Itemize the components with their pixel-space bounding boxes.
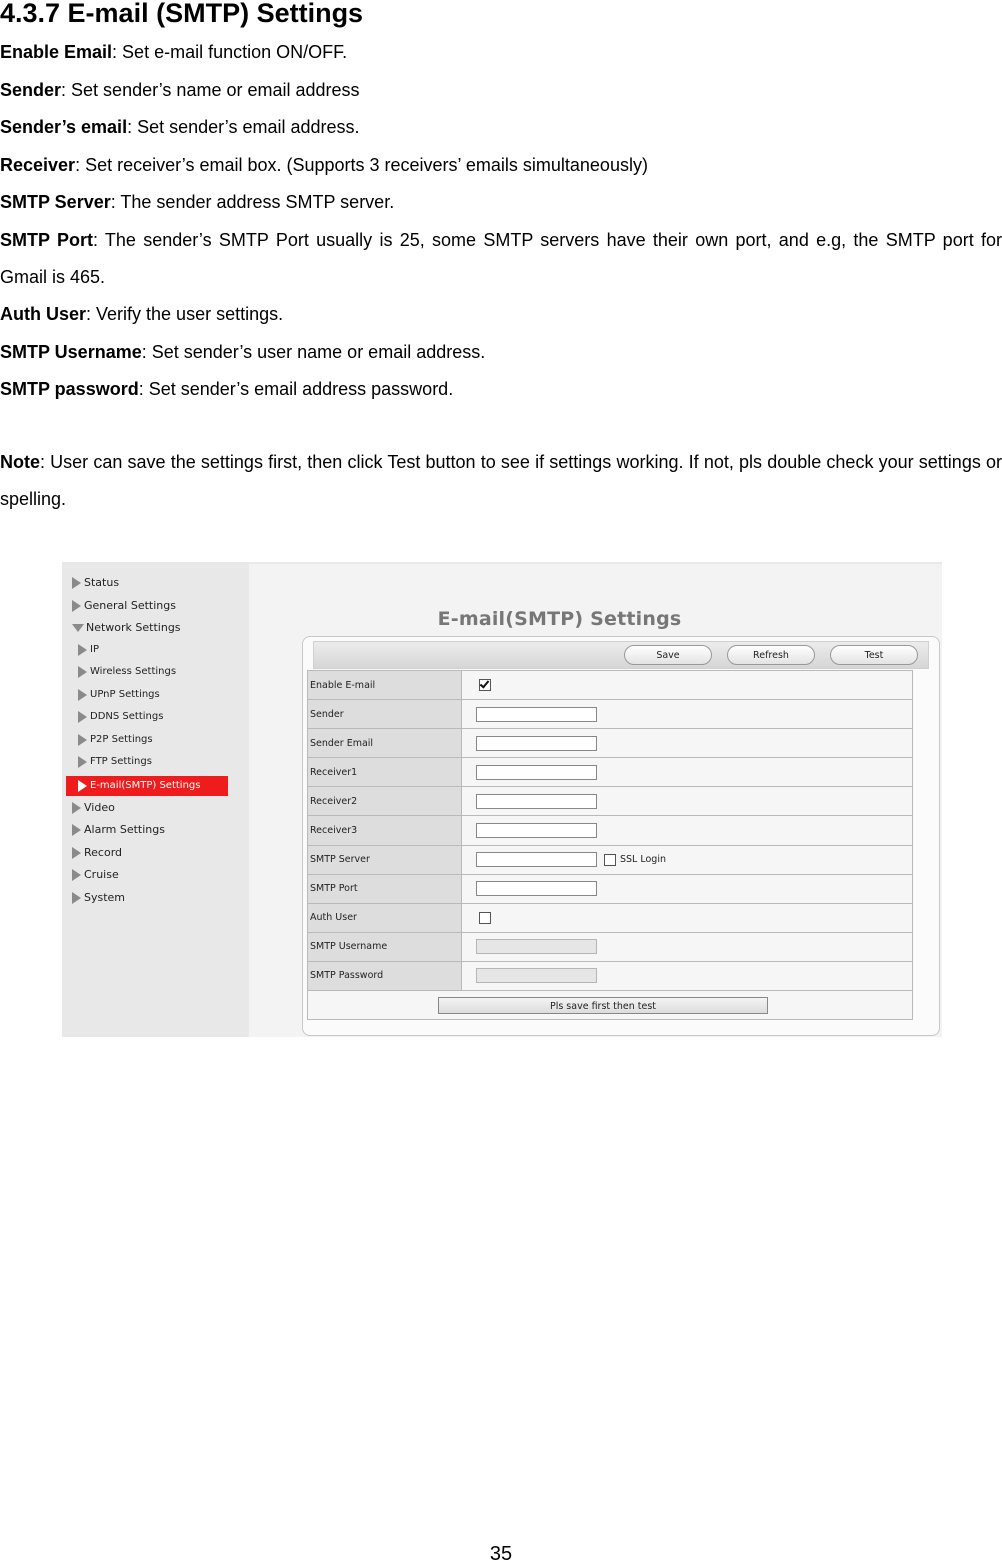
- form-row: [308, 903, 913, 932]
- ssl-login-option[interactable]: [604, 854, 666, 865]
- ssl-login-label: SSL Login: [620, 854, 667, 866]
- def-term: SMTP Port: [0, 229, 93, 250]
- section-heading: 4.3.7 E-mail (SMTP) Settings: [0, 0, 364, 28]
- def-term: SMTP Server: [0, 192, 111, 213]
- sidebar-item-label: Cruise: [84, 868, 119, 881]
- arrow-right-icon: [78, 756, 87, 768]
- arrow-right-icon: [72, 824, 81, 836]
- form-row: [308, 932, 913, 961]
- note-term: Note: [0, 452, 40, 472]
- arrow-right-icon: [78, 689, 87, 701]
- def-desc: : Verify the user settings.: [86, 303, 284, 324]
- field-value: [462, 845, 913, 874]
- sidebar-item-label: P2P Settings: [90, 734, 153, 745]
- def-desc: : Set receiver’s email box. (Supports 3 receivers’ emails simultaneously): [75, 154, 648, 175]
- page-number: 35: [489, 1543, 513, 1565]
- settings-screenshot: [62, 562, 942, 1037]
- def-term: Auth User: [0, 303, 87, 324]
- definition-list: [0, 34, 1002, 409]
- sidebar-item-alarm-settings[interactable]: [72, 820, 165, 840]
- sidebar-item-network-settings[interactable]: [72, 618, 181, 638]
- field-label: SMTP Server: [308, 845, 462, 874]
- smtp-server-input[interactable]: [476, 852, 597, 867]
- arrow-right-icon: [78, 734, 87, 746]
- sender-email-input[interactable]: [476, 736, 597, 751]
- field-label: SMTP Password: [308, 961, 462, 990]
- def-smtp-password: [0, 371, 1002, 409]
- field-label: SMTP Port: [308, 874, 462, 903]
- def-term: Enable Email: [0, 42, 113, 62]
- sidebar-item-video[interactable]: [72, 798, 115, 818]
- sidebar-item-label: E-mail(SMTP) Settings: [90, 780, 201, 791]
- def-receiver: [0, 147, 1002, 185]
- def-auth-user: [0, 296, 1002, 334]
- form-row: [308, 991, 913, 1020]
- test-cell: [308, 991, 913, 1020]
- def-smtp-port: [0, 222, 1002, 296]
- enable-email-checkbox[interactable]: [479, 679, 491, 691]
- smtp-password-input: [476, 968, 597, 983]
- sidebar-item-ip[interactable]: [78, 640, 99, 660]
- field-label: Enable E-mail: [308, 671, 462, 700]
- test-button[interactable]: Test: [830, 645, 918, 665]
- field-label: Receiver1: [308, 758, 462, 787]
- arrow-right-icon: [72, 847, 81, 859]
- field-value: [462, 932, 913, 961]
- def-enable-email: [0, 34, 1002, 72]
- sidebar-item-label: Video: [84, 801, 115, 814]
- arrow-down-icon: [72, 624, 84, 632]
- sidebar-item-label: System: [84, 891, 126, 904]
- arrow-right-icon: [78, 711, 87, 723]
- arrow-right-icon: [72, 869, 81, 881]
- sidebar-item-cruise[interactable]: [72, 865, 119, 885]
- sidebar-item-label: Wireless Settings: [90, 666, 177, 677]
- note-desc: : User can save the settings first, then click Test button to see if settings working. If not, pls double check your settings or spelling.: [0, 452, 1002, 509]
- arrow-right-icon: [72, 577, 81, 589]
- def-sender: [0, 72, 1002, 110]
- def-smtp-username: [0, 334, 1002, 372]
- sidebar-item-label: General Settings: [84, 599, 176, 612]
- arrow-right-icon: [78, 644, 87, 656]
- field-value: [462, 671, 913, 700]
- sidebar-item-label: FTP Settings: [90, 756, 152, 767]
- def-term: Receiver: [0, 154, 76, 175]
- settings-panel: [302, 636, 940, 1036]
- def-sender-email: [0, 109, 1002, 147]
- note-paragraph: [0, 444, 1002, 518]
- field-value: [462, 758, 913, 787]
- sidebar-nav: [62, 562, 248, 1037]
- arrow-right-icon: [72, 802, 81, 814]
- arrow-right-icon: [78, 666, 87, 678]
- smtp-port-input[interactable]: [476, 881, 597, 896]
- smtp-form: [307, 670, 913, 1020]
- sidebar-item-wireless-settings[interactable]: [78, 662, 176, 682]
- form-row: [308, 758, 913, 787]
- sidebar-item-ddns-settings[interactable]: [78, 707, 163, 727]
- field-value: [462, 729, 913, 758]
- field-value: [462, 874, 913, 903]
- sidebar-item-p2p-settings[interactable]: [78, 730, 153, 750]
- sidebar-item-label: UPnP Settings: [90, 689, 160, 700]
- arrow-right-icon: [78, 780, 87, 792]
- form-row: [308, 961, 913, 990]
- save-then-test-button[interactable]: Pls save first then test: [438, 997, 768, 1014]
- def-desc: : Set sender’s user name or email address.: [141, 341, 486, 362]
- form-row: [308, 845, 913, 874]
- arrow-right-icon: [72, 600, 81, 612]
- def-desc: : The sender address SMTP server.: [110, 192, 395, 213]
- ssl-login-checkbox[interactable]: [604, 854, 616, 866]
- smtp-username-input: [476, 939, 597, 954]
- form-row: [308, 700, 913, 729]
- field-value: [462, 903, 913, 932]
- receiver1-input[interactable]: [476, 765, 597, 780]
- field-value: [462, 700, 913, 729]
- sidebar-item-system[interactable]: [72, 888, 125, 908]
- sidebar-item-upnp-settings[interactable]: [78, 685, 160, 705]
- def-term: Sender: [0, 79, 62, 100]
- field-value: [462, 961, 913, 990]
- receiver3-input[interactable]: [476, 823, 597, 838]
- def-desc: : Set e-mail function ON/OFF.: [112, 42, 348, 62]
- receiver2-input[interactable]: [476, 794, 597, 809]
- field-label: Sender Email: [308, 729, 462, 758]
- form-row: [308, 787, 913, 816]
- def-desc: : Set sender’s email address password.: [138, 379, 454, 400]
- field-value: [462, 787, 913, 816]
- sidebar-item-label: Network Settings: [86, 621, 181, 634]
- field-value: [462, 816, 913, 845]
- def-smtp-server: [0, 184, 1002, 222]
- def-desc: : The sender’s SMTP Port usually is 25, some SMTP servers have their own port, and e.g, the SMTP port for Gmail is 465.: [0, 229, 1002, 287]
- def-desc: : Set sender’s name or email address: [61, 79, 360, 100]
- sidebar-item-label: DDNS Settings: [90, 711, 164, 722]
- arrow-right-icon: [72, 892, 81, 904]
- settings-main: [249, 564, 942, 1037]
- sidebar-item-label: Alarm Settings: [84, 823, 165, 836]
- def-term: SMTP Username: [0, 341, 142, 362]
- form-row: [308, 874, 913, 903]
- form-row: [308, 671, 913, 700]
- field-label: Auth User: [308, 903, 462, 932]
- sidebar-item-status[interactable]: [72, 573, 119, 593]
- def-term: Sender’s email: [0, 117, 128, 138]
- def-desc: : Set sender’s email address.: [127, 117, 360, 138]
- field-label: SMTP Username: [308, 932, 462, 961]
- toolbar: [313, 641, 929, 669]
- sidebar-item-label: IP: [90, 644, 99, 655]
- refresh-button[interactable]: Refresh: [727, 645, 815, 665]
- field-label: Receiver3: [308, 816, 462, 845]
- field-label: Sender: [308, 700, 462, 729]
- sidebar-item-email-smtp-settings[interactable]: [66, 776, 228, 796]
- settings-title: E-mail(SMTP) Settings: [437, 608, 682, 630]
- form-row: [308, 729, 913, 758]
- sender-input[interactable]: [476, 707, 597, 722]
- sidebar-item-general-settings[interactable]: [72, 596, 176, 616]
- sidebar-item-ftp-settings[interactable]: [78, 752, 152, 772]
- save-button[interactable]: Save: [624, 645, 712, 665]
- sidebar-item-record[interactable]: [72, 843, 122, 863]
- sidebar-item-label: Record: [84, 846, 123, 859]
- sidebar-item-label: Status: [84, 576, 120, 589]
- auth-user-checkbox[interactable]: [479, 912, 491, 924]
- form-row: [308, 816, 913, 845]
- def-term: SMTP password: [0, 379, 139, 400]
- field-label: Receiver2: [308, 787, 462, 816]
